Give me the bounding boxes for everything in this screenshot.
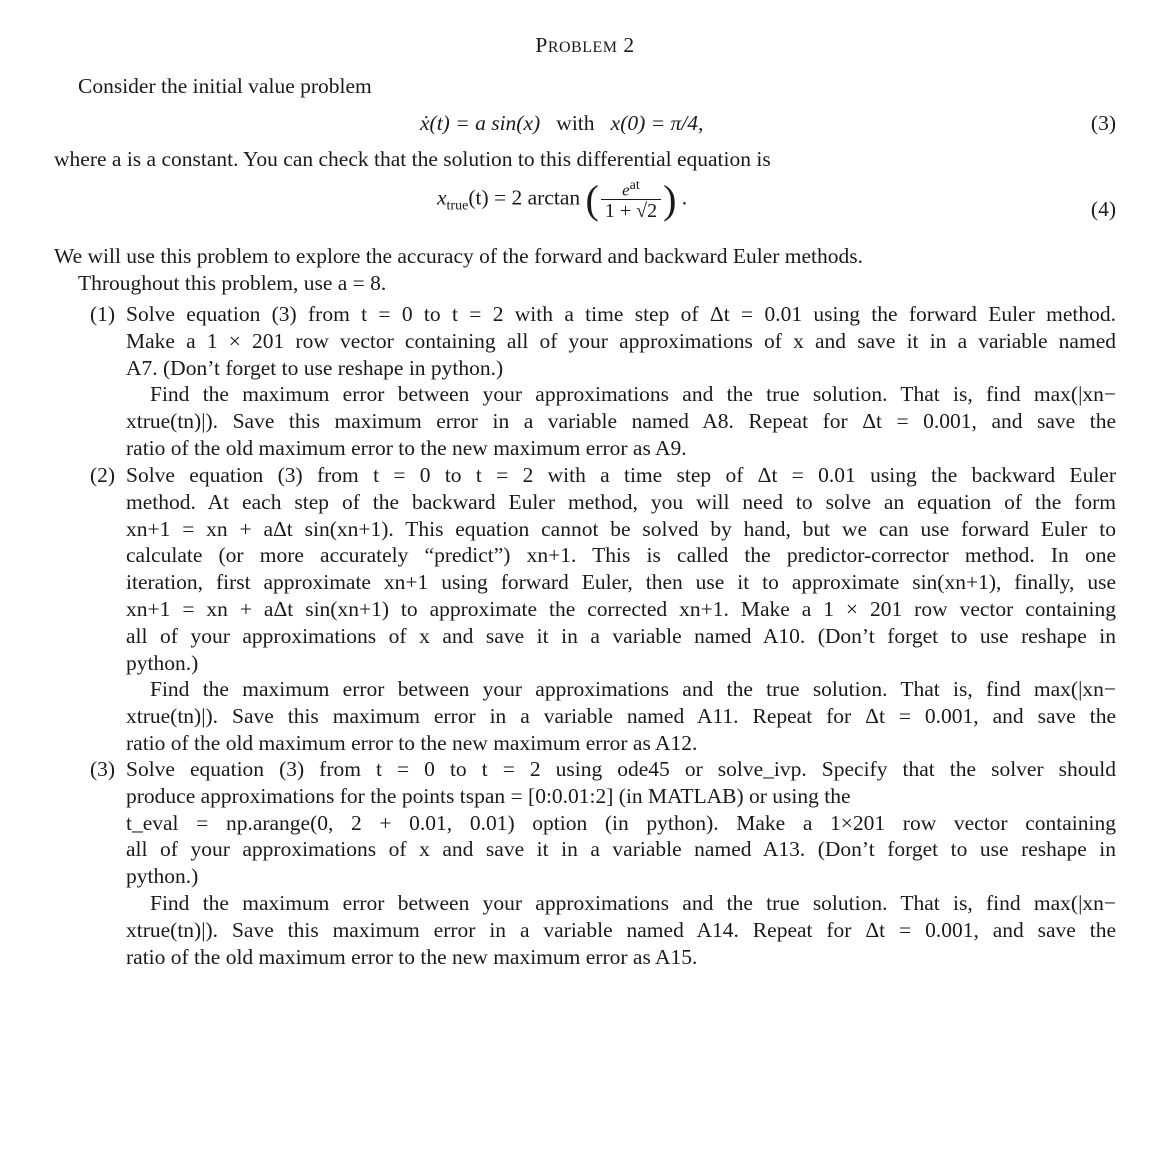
- item-1-line: Make a 1 × 201 row vector containing all of your approximations of x and save it in a variable named: [126, 328, 1116, 353]
- problem-title: [0, 33, 1170, 58]
- title-number: 2: [623, 33, 635, 57]
- item-1-line: Solve equation (3) from t = 0 to t = 2 with a time step of Δt = 0.01 using the forward Euler method.: [126, 302, 1116, 326]
- item-1-line: A7. (Don’t forget to use reshape in python.): [126, 355, 504, 380]
- item-2-line: method. At each step of the backward Euler method, you will need to solve an equation of the form: [126, 489, 1116, 514]
- eq4-period: .: [681, 185, 688, 210]
- item-2-line: all of your approximations of x and save it in a variable named A10. (Don’t forget to use reshape in: [126, 623, 1116, 648]
- item-1-line: xtrue(tn)|). Save this maximum error in a variable named A8. Repeat for Δt = 0.001, and save the: [126, 409, 1116, 434]
- item-3-line: python.): [126, 864, 199, 889]
- item-1-line: Find the maximum error between your approximations and the true solution. That is, find max(|xn−: [150, 382, 1116, 407]
- item-3-line: all of your approximations of x and save it in a variable named A13. (Don’t forget to use reshape in: [126, 837, 1116, 862]
- left-paren: (: [585, 177, 599, 222]
- item-2-line: Find the maximum error between your approximations and the true solution. That is, find max(|xn−: [150, 677, 1116, 702]
- item-3-line: t_eval = np.arange(0, 2 + 0.01, 0.01) option (in python). Make a 1×201 row vector containing: [126, 810, 1116, 835]
- item-3-label: (3): [90, 757, 116, 781]
- eq3-rhs: x(0) = π/4,: [610, 111, 704, 135]
- right-paren: ): [663, 177, 677, 222]
- equation-4: [437, 176, 687, 223]
- item-3-line: Find the maximum error between your approximations and the true solution. That is, find max(|xn−: [150, 890, 1116, 915]
- item-3-line: ratio of the old maximum error to the new maximum error as A15.: [126, 944, 698, 969]
- equation-3: [420, 111, 703, 136]
- item-1-line: ratio of the old maximum error to the new maximum error as A9.: [126, 435, 687, 460]
- item-2-line: Solve equation (3) from t = 0 to t = 2 with a time step of Δt = 0.01 using the backward Euler: [126, 463, 1116, 487]
- sentence-solution: where a is a constant. You can check that the solution to this differential equation is: [54, 147, 771, 171]
- item-2-line: iteration, first approximate xn+1 using forward Euler, then use it to approximate sin(xn+1), finally, use: [126, 570, 1116, 595]
- item-1-label: (1): [90, 302, 116, 326]
- eq4-numerator: e: [622, 180, 630, 200]
- title-initial: P: [535, 33, 548, 57]
- item-2-line: xtrue(tn)|). Save this maximum error in a variable named A11. Repeat for Δt = 0.001, and save the: [126, 704, 1116, 729]
- sentence-explore: We will use this problem to explore the accuracy of the forward and backward Euler methods.: [54, 244, 864, 268]
- item-3-line: produce approximations for the points tspan = [0:0.01:2] (in MATLAB) or using the: [126, 783, 851, 808]
- equation-3-label: (3): [1090, 111, 1116, 135]
- eq4-lhs-arg: (t) = 2 arctan: [468, 185, 581, 210]
- eq3-lhs: ẋ(t) = a sin(x): [420, 111, 541, 135]
- intro-text: Consider the initial value problem: [78, 74, 372, 98]
- item-2-line: xn+1 = xn + aΔt sin(xn+1) to approximate the corrected xn+1. Make a 1 × 201 row vector containing: [126, 596, 1116, 621]
- title-smallcaps: ROBLEM: [547, 39, 618, 56]
- item-2-line: xn+1 = xn + aΔt sin(xn+1). This equation cannot be solved by hand, but we can use forward Euler to: [126, 516, 1116, 541]
- eq4-fraction: [601, 177, 661, 223]
- equation-4-label: (4): [1090, 197, 1116, 221]
- item-2-line: calculate (or more accurately “predict”) xn+1. This is called the predictor-corrector method. In one: [126, 543, 1116, 568]
- eq4-lhs: x: [437, 185, 447, 210]
- item-3-line: Solve equation (3) from t = 0 to t = 2 using ode45 or solve_ivp. Specify that the solver should: [126, 757, 1116, 781]
- item-2-line: python.): [126, 650, 199, 675]
- eq3-with: with: [556, 111, 595, 135]
- item-3-line: xtrue(tn)|). Save this maximum error in a variable named A14. Repeat for Δt = 0.001, and save the: [126, 917, 1116, 942]
- item-2-line: ratio of the old maximum error to the new maximum error as A12.: [126, 730, 698, 755]
- eq4-numerator-exp: at: [629, 177, 640, 193]
- sentence-throughout: Throughout this problem, use a = 8.: [78, 271, 387, 295]
- eq4-denominator: 1 + √2: [601, 199, 661, 222]
- eq4-lhs-sub: true: [446, 198, 469, 214]
- item-2-label: (2): [90, 463, 116, 487]
